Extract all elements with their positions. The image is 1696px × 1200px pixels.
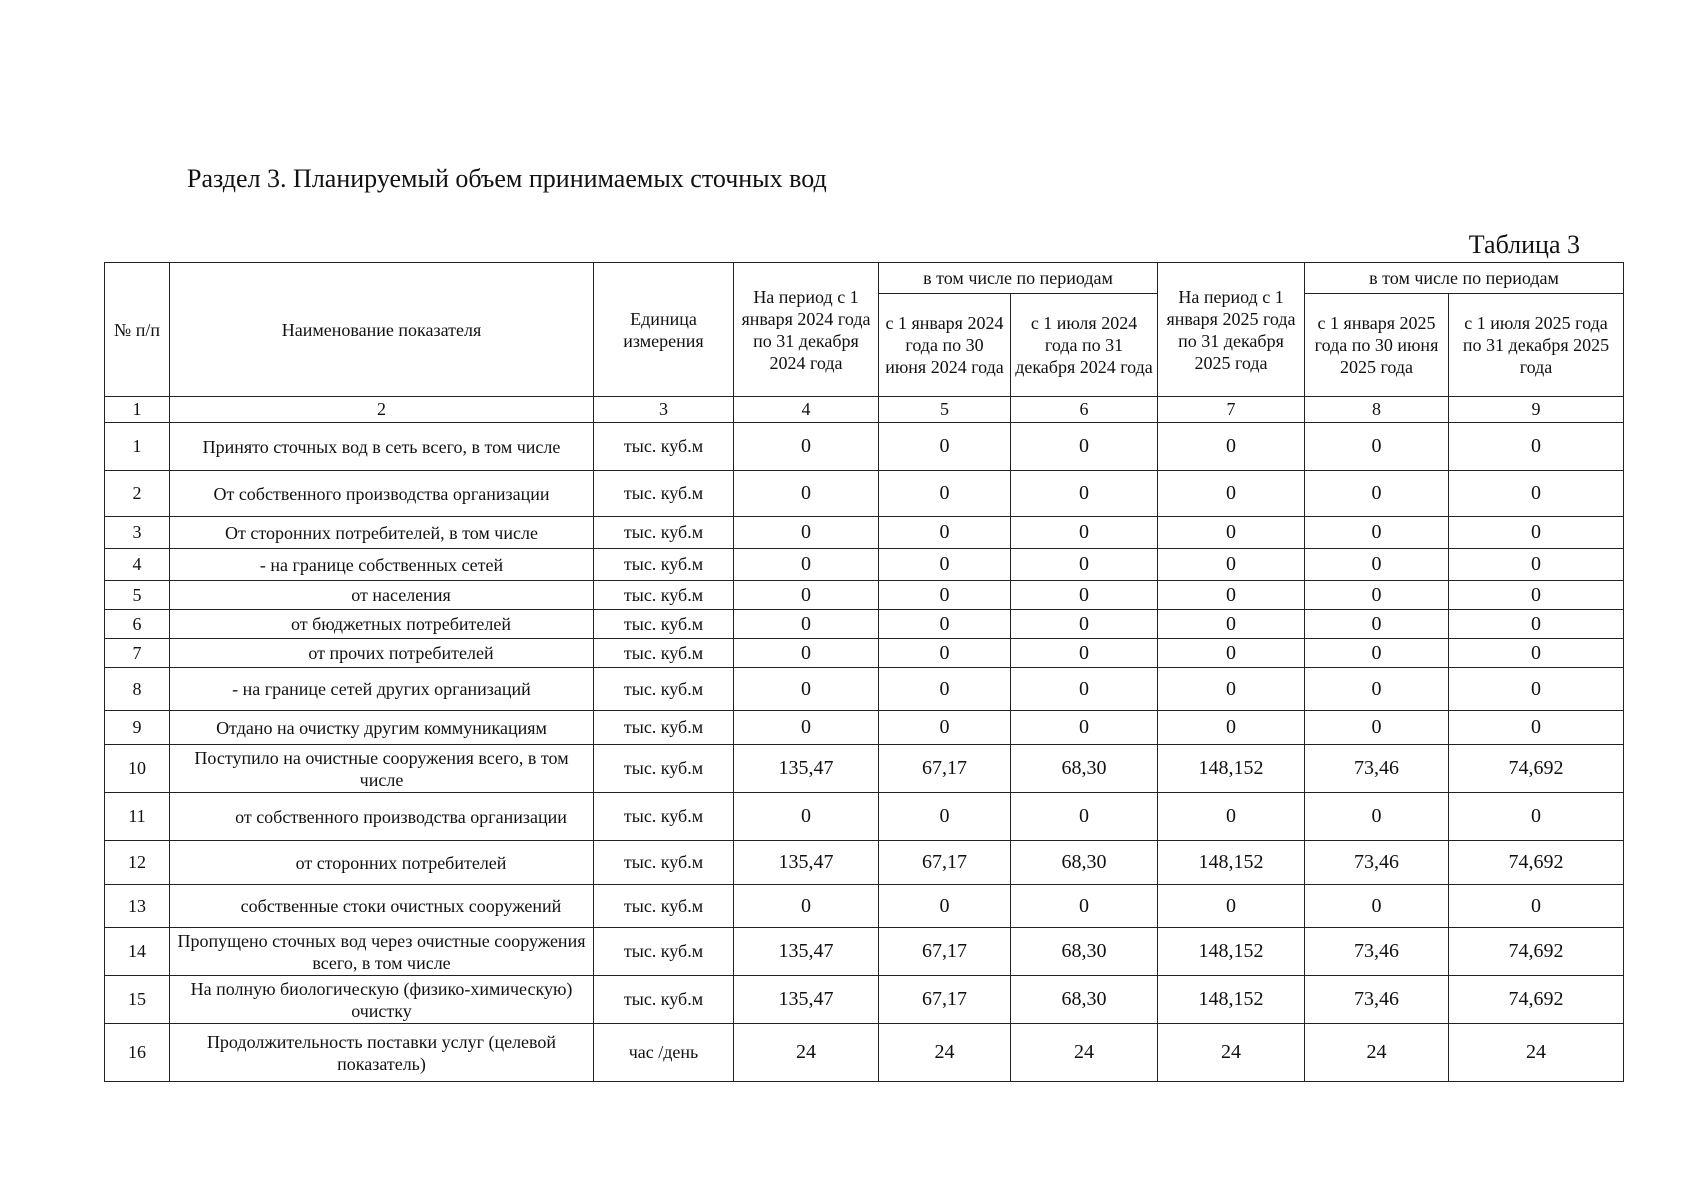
column-number-cell: 8 xyxy=(1305,397,1449,423)
value-cell: 0 xyxy=(1305,793,1449,841)
value-cell: 148,152 xyxy=(1158,976,1305,1024)
value-cell: 148,152 xyxy=(1158,841,1305,885)
unit-cell: тыс. куб.м xyxy=(594,711,734,745)
value-cell: 0 xyxy=(1305,639,1449,668)
value-cell: 0 xyxy=(1158,668,1305,711)
header-h1-2025: с 1 января 2025 года по 30 июня 2025 года xyxy=(1305,294,1449,397)
value-cell: 0 xyxy=(879,549,1011,581)
table-row xyxy=(105,549,1624,581)
column-number-cell: 6 xyxy=(1011,397,1158,423)
value-cell: 0 xyxy=(1449,517,1624,549)
value-cell: 0 xyxy=(1011,668,1158,711)
value-cell: 0 xyxy=(1158,517,1305,549)
indicator-name: От сторонних потребителей, в том числе xyxy=(170,517,594,549)
value-cell: 0 xyxy=(1305,581,1449,610)
value-cell: 0 xyxy=(734,668,879,711)
value-cell: 0 xyxy=(1158,639,1305,668)
table-row xyxy=(105,885,1624,928)
indicator-name: от прочих потребителей xyxy=(170,639,594,668)
table-row xyxy=(105,639,1624,668)
row-number: 2 xyxy=(105,471,170,517)
value-cell: 0 xyxy=(734,610,879,639)
value-cell: 148,152 xyxy=(1158,745,1305,793)
value-cell: 73,46 xyxy=(1305,928,1449,976)
unit-cell: час /день xyxy=(594,1024,734,1082)
row-number: 1 xyxy=(105,423,170,471)
header-unit: Единица измерения xyxy=(594,263,734,397)
unit-cell: тыс. куб.м xyxy=(594,581,734,610)
value-cell: 0 xyxy=(1011,423,1158,471)
indicator-name: от собственного производства организации xyxy=(170,793,594,841)
value-cell: 0 xyxy=(1449,581,1624,610)
value-cell: 0 xyxy=(879,793,1011,841)
indicator-name: Отдано на очистку другим коммуникациям xyxy=(170,711,594,745)
value-cell: 0 xyxy=(1449,423,1624,471)
value-cell: 67,17 xyxy=(879,976,1011,1024)
unit-cell: тыс. куб.м xyxy=(594,841,734,885)
value-cell: 0 xyxy=(1305,668,1449,711)
value-cell: 0 xyxy=(734,885,879,928)
value-cell: 74,692 xyxy=(1449,745,1624,793)
value-cell: 0 xyxy=(1158,549,1305,581)
row-number: 4 xyxy=(105,549,170,581)
value-cell: 0 xyxy=(1305,471,1449,517)
value-cell: 0 xyxy=(879,711,1011,745)
row-number: 15 xyxy=(105,976,170,1024)
indicator-name: - на границе собственных сетей xyxy=(170,549,594,581)
row-number: 8 xyxy=(105,668,170,711)
value-cell: 68,30 xyxy=(1011,745,1158,793)
unit-cell: тыс. куб.м xyxy=(594,793,734,841)
value-cell: 135,47 xyxy=(734,745,879,793)
value-cell: 24 xyxy=(879,1024,1011,1082)
header-h2-2024: с 1 июля 2024 года по 31 декабря 2024 года xyxy=(1011,294,1158,397)
table-row xyxy=(105,841,1624,885)
value-cell: 0 xyxy=(879,610,1011,639)
value-cell: 0 xyxy=(1305,711,1449,745)
indicator-name: Поступило на очистные сооружения всего, в том числе xyxy=(170,745,594,793)
table-row xyxy=(105,745,1624,793)
value-cell: 73,46 xyxy=(1305,745,1449,793)
value-cell: 0 xyxy=(879,668,1011,711)
value-cell: 0 xyxy=(1305,517,1449,549)
value-cell: 68,30 xyxy=(1011,976,1158,1024)
value-cell: 0 xyxy=(734,549,879,581)
unit-cell: тыс. куб.м xyxy=(594,471,734,517)
value-cell: 0 xyxy=(879,581,1011,610)
value-cell: 74,692 xyxy=(1449,841,1624,885)
value-cell: 0 xyxy=(1305,885,1449,928)
value-cell: 0 xyxy=(1158,471,1305,517)
header-period-2024: На период с 1 января 2024 года по 31 декабря 2024 года xyxy=(734,263,879,397)
value-cell: 0 xyxy=(1158,711,1305,745)
value-cell: 0 xyxy=(879,639,1011,668)
value-cell: 148,152 xyxy=(1158,928,1305,976)
value-cell: 0 xyxy=(879,885,1011,928)
value-cell: 0 xyxy=(1011,793,1158,841)
column-number-cell: 3 xyxy=(594,397,734,423)
unit-cell: тыс. куб.м xyxy=(594,639,734,668)
value-cell: 67,17 xyxy=(879,745,1011,793)
header-num: № п/п xyxy=(105,263,170,397)
value-cell: 0 xyxy=(1449,610,1624,639)
value-cell: 73,46 xyxy=(1305,841,1449,885)
value-cell: 0 xyxy=(734,423,879,471)
indicator-name: собственные стоки очистных сооружений xyxy=(170,885,594,928)
value-cell: 73,46 xyxy=(1305,976,1449,1024)
row-number: 6 xyxy=(105,610,170,639)
row-number: 10 xyxy=(105,745,170,793)
column-number-cell: 1 xyxy=(105,397,170,423)
row-number: 16 xyxy=(105,1024,170,1082)
value-cell: 68,30 xyxy=(1011,928,1158,976)
value-cell: 0 xyxy=(879,471,1011,517)
value-cell: 24 xyxy=(1449,1024,1624,1082)
table-row xyxy=(105,423,1624,471)
value-cell: 24 xyxy=(1011,1024,1158,1082)
indicator-name: Принято сточных вод в сеть всего, в том числе xyxy=(170,423,594,471)
value-cell: 74,692 xyxy=(1449,928,1624,976)
value-cell: 0 xyxy=(1449,471,1624,517)
value-cell: 135,47 xyxy=(734,841,879,885)
table-row xyxy=(105,517,1624,549)
table-label: Таблица 3 xyxy=(1468,230,1580,259)
table-row xyxy=(105,668,1624,711)
unit-cell: тыс. куб.м xyxy=(594,610,734,639)
table-row xyxy=(105,711,1624,745)
unit-cell: тыс. куб.м xyxy=(594,928,734,976)
value-cell: 0 xyxy=(1158,885,1305,928)
value-cell: 0 xyxy=(1011,885,1158,928)
indicator-name: От собственного производства организации xyxy=(170,471,594,517)
column-number-cell: 9 xyxy=(1449,397,1624,423)
value-cell: 0 xyxy=(1305,610,1449,639)
unit-cell: тыс. куб.м xyxy=(594,423,734,471)
value-cell: 0 xyxy=(1011,549,1158,581)
table-row xyxy=(105,793,1624,841)
value-cell: 68,30 xyxy=(1011,841,1158,885)
column-number-row xyxy=(105,397,1624,423)
unit-cell: тыс. куб.м xyxy=(594,517,734,549)
table-row xyxy=(105,928,1624,976)
value-cell: 135,47 xyxy=(734,928,879,976)
wastewater-volume-table xyxy=(104,262,1624,1082)
value-cell: 0 xyxy=(1305,549,1449,581)
indicator-name: от бюджетных потребителей xyxy=(170,610,594,639)
value-cell: 0 xyxy=(734,639,879,668)
unit-cell: тыс. куб.м xyxy=(594,745,734,793)
table-row xyxy=(105,1024,1624,1082)
header-incl-2024: в том числе по периодам xyxy=(879,263,1158,294)
column-number-cell: 4 xyxy=(734,397,879,423)
value-cell: 0 xyxy=(1449,639,1624,668)
row-number: 12 xyxy=(105,841,170,885)
header-period-2025: На период с 1 января 2025 года по 31 декабря 2025 года xyxy=(1158,263,1305,397)
value-cell: 0 xyxy=(734,517,879,549)
value-cell: 67,17 xyxy=(879,841,1011,885)
column-number-cell: 5 xyxy=(879,397,1011,423)
value-cell: 0 xyxy=(1449,549,1624,581)
value-cell: 0 xyxy=(734,471,879,517)
table-row xyxy=(105,976,1624,1024)
indicator-name: от населения xyxy=(170,581,594,610)
value-cell: 0 xyxy=(734,793,879,841)
value-cell: 0 xyxy=(1011,471,1158,517)
value-cell: 0 xyxy=(1011,639,1158,668)
row-number: 9 xyxy=(105,711,170,745)
value-cell: 0 xyxy=(1449,885,1624,928)
row-number: 13 xyxy=(105,885,170,928)
value-cell: 0 xyxy=(734,581,879,610)
value-cell: 24 xyxy=(1305,1024,1449,1082)
value-cell: 67,17 xyxy=(879,928,1011,976)
row-number: 7 xyxy=(105,639,170,668)
header-incl-2025: в том числе по периодам xyxy=(1305,263,1624,294)
header-name: Наименование показателя xyxy=(170,263,594,397)
value-cell: 0 xyxy=(1449,668,1624,711)
value-cell: 0 xyxy=(1449,711,1624,745)
value-cell: 0 xyxy=(1011,610,1158,639)
indicator-name: На полную биологическую (физико-химическую) очистку xyxy=(170,976,594,1024)
value-cell: 24 xyxy=(1158,1024,1305,1082)
indicator-name: Продолжительность поставки услуг (целевой показатель) xyxy=(170,1024,594,1082)
header-row-1 xyxy=(105,263,1624,294)
indicator-name: - на границе сетей других организаций xyxy=(170,668,594,711)
unit-cell: тыс. куб.м xyxy=(594,885,734,928)
row-number: 14 xyxy=(105,928,170,976)
indicator-name: Пропущено сточных вод через очистные сооружения всего, в том числе xyxy=(170,928,594,976)
row-number: 3 xyxy=(105,517,170,549)
value-cell: 0 xyxy=(1158,581,1305,610)
row-number: 11 xyxy=(105,793,170,841)
value-cell: 0 xyxy=(734,711,879,745)
column-number-cell: 7 xyxy=(1158,397,1305,423)
unit-cell: тыс. куб.м xyxy=(594,976,734,1024)
column-number-cell: 2 xyxy=(170,397,594,423)
value-cell: 0 xyxy=(1011,517,1158,549)
value-cell: 0 xyxy=(1158,610,1305,639)
table-row xyxy=(105,610,1624,639)
value-cell: 74,692 xyxy=(1449,976,1624,1024)
table-row xyxy=(105,471,1624,517)
value-cell: 0 xyxy=(1158,793,1305,841)
value-cell: 0 xyxy=(1449,793,1624,841)
value-cell: 135,47 xyxy=(734,976,879,1024)
section-title: Раздел 3. Планируемый объем принимаемых сточных вод xyxy=(187,164,827,193)
value-cell: 0 xyxy=(879,517,1011,549)
value-cell: 0 xyxy=(879,423,1011,471)
table-row xyxy=(105,581,1624,610)
value-cell: 0 xyxy=(1011,581,1158,610)
unit-cell: тыс. куб.м xyxy=(594,668,734,711)
value-cell: 0 xyxy=(1305,423,1449,471)
row-number: 5 xyxy=(105,581,170,610)
header-h1-2024: с 1 января 2024 года по 30 июня 2024 года xyxy=(879,294,1011,397)
value-cell: 0 xyxy=(1011,711,1158,745)
unit-cell: тыс. куб.м xyxy=(594,549,734,581)
indicator-name: от сторонних потребителей xyxy=(170,841,594,885)
value-cell: 0 xyxy=(1158,423,1305,471)
header-h2-2025: с 1 июля 2025 года по 31 декабря 2025 года xyxy=(1449,294,1624,397)
value-cell: 24 xyxy=(734,1024,879,1082)
